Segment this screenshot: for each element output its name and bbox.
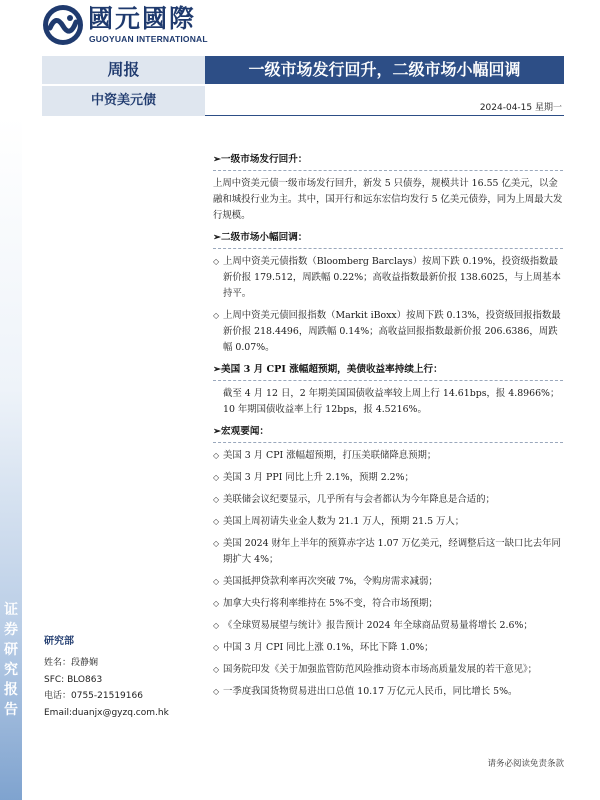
vertical-char: 告 <box>4 702 18 718</box>
bullet-item: ◇ 美国 2024 财年上半年的预算赤字达 1.07 万亿美元，经调整后这一缺口比去年同期扩大 4%； <box>213 536 563 568</box>
company-logo <box>42 4 222 46</box>
vertical-char: 研 <box>4 642 18 658</box>
section-heading: ➢二级市场小幅回调： <box>213 230 563 249</box>
section-paragraph: 截至 4 月 12 日，2 年期美国国债收益率较上周上行 14.61bps，报 4.8966%；10 年期国债收益率上行 12bps，报 4.5216%。 <box>223 388 560 415</box>
header-bottom-band <box>42 86 564 116</box>
section-heading: ➢一级市场发行回升： <box>213 152 563 171</box>
bullet-item: ◇ 一季度我国货物贸易进出口总值 10.17 万亿元人民币，同比增长 5%。 <box>213 684 563 700</box>
disclaimer-footer: 请务必阅读免责条款 <box>487 759 564 769</box>
bullet-item: ◇ 美联储会议纪要显示，几乎所有与会者都认为今年降息是合适的； <box>213 492 563 508</box>
research-title: 研究部 <box>44 636 74 647</box>
vertical-char: 究 <box>4 662 18 678</box>
report-title: 一级市场发行回升，二级市场小幅回调 <box>205 56 564 84</box>
bullet-item: ◇ 美国 3 月 CPI 涨幅超预期，打压美联储降息预期； <box>213 448 563 464</box>
analyst-sfc: SFC: BLO863 <box>44 674 103 685</box>
bullet-item: ◇ 上周中资美元债指数（Bloomberg Barclays）按周下跌 0.19%，投资级指数最新价报 179.512，周跌幅 0.22%；高收益指数最新价报 138.6025，与上周基本持平。 <box>213 254 563 302</box>
report-type: 周报 <box>42 56 205 84</box>
vertical-char: 报 <box>4 682 18 698</box>
analyst-name: 姓名：段静娴 <box>44 658 99 668</box>
vertical-label <box>0 600 22 720</box>
header-top-band <box>42 56 564 84</box>
section-heading: ➢美国 3 月 CPI 涨幅超预期，美债收益率持续上行： <box>213 362 563 381</box>
vertical-char: 证 <box>4 602 18 618</box>
bullet-item: ◇ 上周中资美元债回报指数（Markit iBoxx）按周下跌 0.13%，投资级回报指数最新价报 218.4496，周跌幅 0.14%；高收益回报指数最新价报 206.6386，周跌幅 0.07%。 <box>213 308 563 356</box>
bullet-item: ◇ 美国上周初请失业金人数为 21.1 万人，预期 21.5 万人； <box>213 514 563 530</box>
date-cell <box>205 86 564 116</box>
report-date: 2024-04-15 星期一 <box>479 103 562 113</box>
vertical-char: 券 <box>4 622 18 638</box>
logo-english-name: GUOYUAN INTERNATIONAL <box>89 34 208 44</box>
report-body <box>213 152 563 706</box>
bullet-item: ◇ 《全球贸易展望与统计》报告预计 2024 年全球商品贸易量将增长 2.6%； <box>213 618 563 634</box>
research-info <box>44 632 194 721</box>
bullet-item: ◇ 国务院印发《关于加强监管防范风险推动资本市场高质量发展的若干意见》； <box>213 662 563 678</box>
report-category: 中资美元债 <box>42 86 205 116</box>
bullet-item: ◇ 美国抵押贷款利率再次突破 7%，令购房需求减弱； <box>213 574 563 590</box>
section-paragraph: 上周中资美元债一级市场发行回升，新发 5 只债券，规模共计 16.55 亿美元，以金融和城投行业为主。其中，国开行和远东宏信均发行 5 亿美元债券，同为上周最大发行规模。 <box>213 178 563 221</box>
bullet-item: ◇ 中国 3 月 CPI 同比上涨 0.1%，环比下降 1.0%； <box>213 640 563 656</box>
section-heading: ➢宏观要闻： <box>213 424 563 443</box>
guoyuan-logo-icon <box>42 4 84 46</box>
analyst-email[interactable]: Email:duanjx@gyzq.com.hk <box>44 707 169 718</box>
analyst-phone: 电话：0755-21519166 <box>44 691 143 701</box>
logo-chinese-name: 國元國際 <box>88 4 197 33</box>
bullet-item: ◇ 加拿大央行将利率维持在 5%不变，符合市场预期； <box>213 596 563 612</box>
bullet-item: ◇ 美国 3 月 PPI 同比上升 2.1%，预期 2.2%； <box>213 470 563 486</box>
